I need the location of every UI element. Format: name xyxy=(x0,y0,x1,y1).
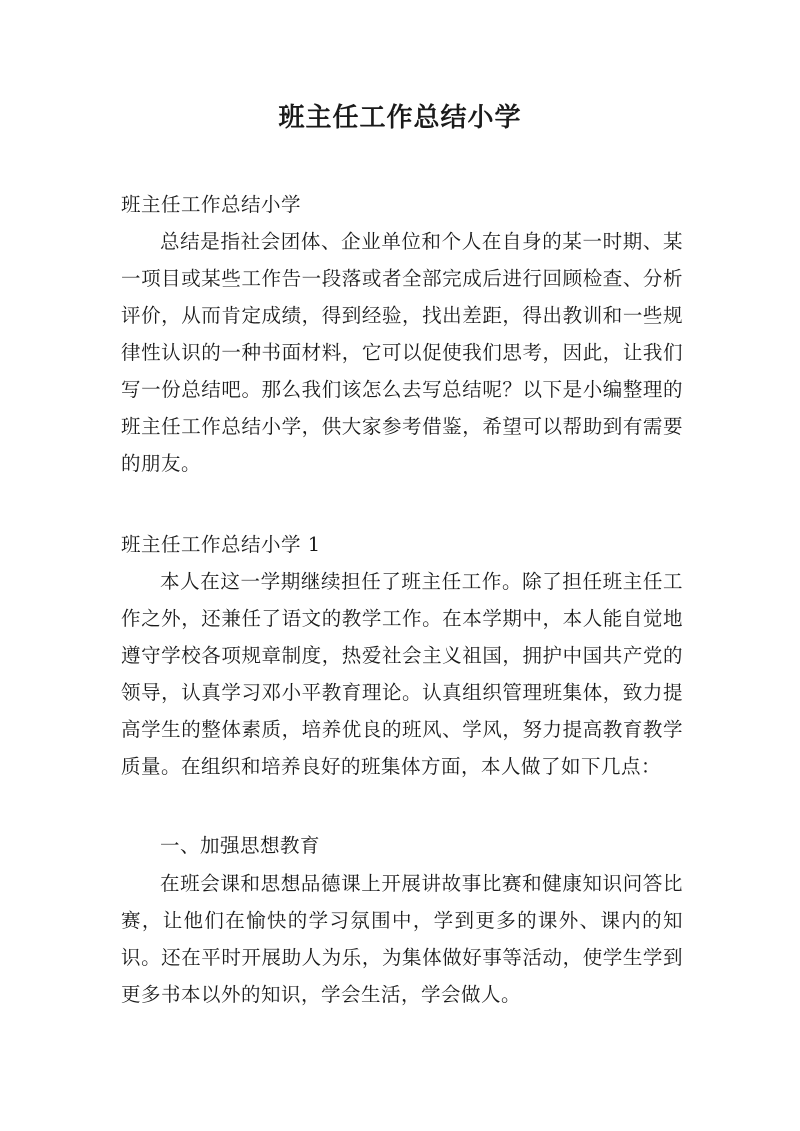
intro-heading: 班主任工作总结小学 xyxy=(121,193,302,216)
intro-paragraph: 总结是指社会团体、企业单位和个人在自身的某一时期、某一项目或某些工作告一段落或者全部完成后进行回顾检查、分析评价，从而肯定成绩，得到经验，找出差距，得出教训和一些规律性认识的一种书面材料，它可以促使我们思考，因此，让我们写一份总结吧。那么我们该怎么去写总结呢？以下是小编整理的班主任工作总结小学，供大家参考借鉴，希望可以帮助到有需要的朋友。 xyxy=(121,230,683,475)
subsection-1-paragraph: 在班会课和思想品德课上开展讲故事比赛和健康知识问答比赛，让他们在愉快的学习氛围中，学到更多的课外、课内的知识。还在平时开展助人为乐，为集体做好事等活动，使学生学到更多书本以外的知识，学会生活，学会做人。 xyxy=(121,872,683,1006)
section-1-heading: 班主任工作总结小学 1 xyxy=(121,533,321,556)
section-1-paragraph: 本人在这一学期继续担任了班主任工作。除了担任班主任工作之外，还兼任了语文的教学工作。在本学期中，本人能自觉地遵守学校各项规章制度，热爱社会主义祖国，拥护中国共产党的领导，认真学习邓小平教育理论。认真组织管理班集体，致力提高学生的整体素质，培养优良的班风、学风，努力提高教育教学质量。在组织和培养良好的班集体方面，本人做了如下几点： xyxy=(121,570,683,778)
document-title: 班主任工作总结小学 xyxy=(278,103,522,133)
subsection-1-heading: 一、加强思想教育 xyxy=(160,834,321,857)
